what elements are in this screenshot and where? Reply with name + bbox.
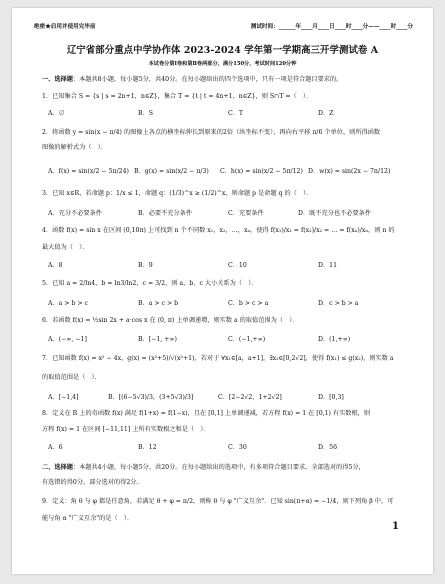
- q8-option-b: B．12: [138, 444, 157, 451]
- q6-option-b: B．[−1, +∞): [138, 336, 177, 343]
- q4-stem-cont: 最大值为（ ）．: [42, 244, 89, 251]
- q4-stem: 4．函数 f(x) = sin x 在区间 (0,10π) 上可找到 n 个不同数 x₁，x₂，…，xₙ，使得 f(x₁)/x₁ = f(x₂)/x₂ = … = f(xₙ)/xₙ，则 n 的: [42, 227, 395, 234]
- q3-option-a: A．充分不必要条件: [48, 210, 102, 217]
- q1-option-a: A．∅: [48, 110, 65, 117]
- section2-instructions-cont: 有选错的得0分，部分选对的得2分。: [42, 479, 143, 486]
- exam-title: 辽宁省部分重点中学协作体 2023-2024 学年第一学期高三开学测试卷 A: [66, 45, 379, 56]
- q7-stem: 7．已知函数 f(x) = x² − 4x，g(x) = (x²+5)/√(x²+1)，若对于 ∀x₁∈[a，a+1]，∃x₂∈[0,2√2]，使得 f(x₁) ≤ g(x₂)，则实数 a: [42, 355, 394, 362]
- q4-option-d: D．11: [318, 262, 338, 269]
- confidential-label: 绝密★启用并使用完毕前: [34, 24, 96, 30]
- section1-label: 一、选择题: [42, 76, 73, 83]
- q8-stem-cont: 方程 f(x) = 1 在区间 [−11,11] 上所有实数根之和是（ ）．: [42, 426, 210, 433]
- q2-stem-cont: 图像的解析式为（ ）．: [42, 144, 107, 151]
- q9-stem: 9．定义：角 θ 与 φ 都是任意角，若满足 θ + φ = π/2，则称 θ 与 φ "广义互余"．已知 sin(π+α) = −1/4，则下列角 β 中，可: [42, 498, 394, 505]
- q7-option-c: C．[2−2√2，1+2√2]: [218, 394, 282, 401]
- page-number: 1: [392, 521, 399, 532]
- q5-option-d: D．c > b > a: [318, 300, 359, 307]
- q5-option-a: A．a > b > c: [48, 300, 89, 307]
- section2-instructions: ：本题共4小题，每小题5分，共20分。在每小题给出的选项中，有多项符合题目要求。全部选对的得5分，: [72, 464, 365, 471]
- q6-option-d: D．(1,+∞): [318, 336, 351, 343]
- q8-option-d: D．56: [318, 444, 338, 451]
- q2-option-c: C．h(x) = sin(x/2 − 5π/12): [220, 168, 303, 175]
- q7-option-d: D．[0,3]: [318, 394, 344, 401]
- q3-option-d: D．既不充分也不必要条件: [298, 210, 372, 217]
- q1-option-b: B．S: [138, 110, 153, 117]
- q6-option-c: C．(−1,+∞): [228, 336, 266, 343]
- q4-option-c: C．10: [228, 262, 247, 269]
- q2-option-a: A．f(x) = sin(x/2 − 5π/24): [48, 168, 129, 175]
- q8-stem: 8．定义在 R 上的奇函数 f(x) 满足 f(1+x) = f(1−x)，且在 [0,1] 上单调递减，若方程 f(x) = 1 在 [0,1) 有实数根，则: [42, 410, 371, 417]
- q8-option-c: C．30: [228, 444, 247, 451]
- section2-label: 二、选择题: [42, 464, 73, 471]
- q6-option-a: A．(−∞, −1]: [48, 336, 87, 343]
- q2-option-d: D．w(x) = sin(2x − 7π/12): [308, 168, 391, 175]
- q5-option-c: C．b > c > a: [228, 300, 269, 307]
- q5-stem: 5．已知 a = 2/ln4，b = ln3/ln2，c = 3/2，则 a、b、c 大小关系为（ ）．: [42, 280, 258, 287]
- section1-instructions: ：本题共8小题，每小题5分，共40分。在每小题给出的四个选项中，只有一项是符合题目要求的。: [72, 76, 343, 83]
- q2-stem: 2．将函数 y = sin(x − π/4) 的图像上各点的横坐标伸长到原来的2倍（纵坐标不变），再向右平移 π/6 个单位，则所得函数: [42, 129, 381, 136]
- q8-option-a: A．6: [48, 444, 63, 451]
- q6-stem: 6．若函数 f(x) = ½sin 2x + a·cos x 在 (0, π) 上单调递增，则实数 a 的取值范围为（ ）．: [42, 317, 299, 324]
- q7-option-b: B．[(6−5√3)/3，(3+5√3)/3]: [108, 394, 194, 401]
- q9-stem-cont: 能与角 α "广义互余"的是（ ）．: [42, 515, 134, 522]
- section2-heading: [42, 464, 415, 472]
- q3-option-b: B．必要不充分条件: [138, 210, 193, 217]
- q1-option-c: C．T: [228, 110, 244, 117]
- exam-page: [12, 8, 433, 574]
- q4-option-b: B．9: [138, 262, 153, 269]
- exam-time-field: 测试时间：______年____月____日____时____分——____时____分: [250, 24, 413, 30]
- section1-heading: [42, 76, 415, 84]
- q5-option-b: B．a > c > b: [138, 300, 179, 307]
- q1-stem: 1．已知集合 S = {s | s = 2n+1，n∈Z}，集合 T = {t | t = 4n+1，n∈Z}，则 S∩T =（ ）．: [42, 93, 313, 100]
- q3-option-c: C．充要条件: [228, 210, 264, 217]
- page-header: [34, 22, 413, 32]
- q4-option-a: A．8: [48, 262, 63, 269]
- q2-option-b: B．g(x) = sin(x/2 − π/3): [134, 168, 209, 175]
- q1-option-d: D．Z: [318, 110, 334, 117]
- q7-stem-cont: 的取值范围是（ ）．: [42, 374, 101, 381]
- exam-subtitle: 本试卷分第Ⅰ卷和第Ⅱ卷两部分，满分150分，考试时间120分钟: [148, 61, 297, 67]
- q3-stem: 3．已知 x∈R，若命题 p：1/x ≤ 1，命题 q：(1/3)^x ≥ (1/2)^x，则命题 p 是命题 q 的（ ）．: [42, 190, 313, 197]
- q7-option-a: A．[−1,4]: [48, 394, 79, 401]
